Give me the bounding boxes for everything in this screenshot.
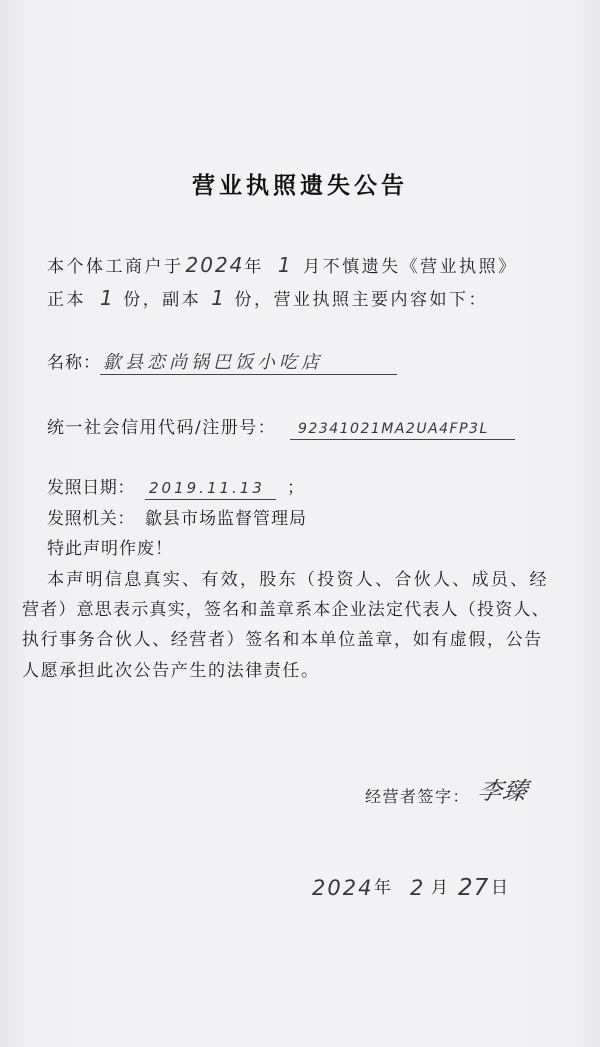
issue-date-handwritten: 2019.11.13 [149, 479, 265, 497]
notice-date-row [0, 876, 600, 900]
declaration-line: 执行事务合伙人、经营者）签名和本单位盖章，如有虚假，公告 [22, 630, 543, 650]
void-statement-row [0, 537, 600, 561]
copies-line [47, 286, 488, 312]
issue-date-end: ； [287, 478, 304, 498]
notice-year-unit: 年 [374, 878, 391, 898]
business-name-label: 名称： [47, 353, 101, 373]
loss-date-line [47, 253, 518, 279]
credit-code-row [0, 416, 600, 440]
loss-year-handwritten: 2024 [185, 253, 245, 277]
notice-month-unit: 月 [431, 878, 448, 898]
issuing-authority-value: 歙县市场监督管理局 [145, 509, 307, 529]
operator-signature: 李臻 [475, 777, 531, 805]
credit-code-label: 统一社会信用代码/注册号： [47, 418, 277, 438]
credit-code-handwritten: 92341021MA2UA4FP3L [298, 421, 489, 437]
notice-title: 营业执照遗失公告 [192, 172, 408, 199]
void-statement: 特此声明作废！ [47, 539, 173, 559]
signature-row [0, 777, 600, 809]
notice-day-handwritten: 27 [458, 875, 490, 901]
business-name-handwritten: 歙县恋尚锅巴饭小吃店 [103, 352, 323, 373]
declaration-line: 本声明信息真实、有效，股东（投资人、合伙人、成员、经 [47, 570, 549, 590]
original-count-handwritten: 1 [100, 286, 116, 310]
loss-year-unit: 年 [244, 257, 264, 277]
issuing-authority-row [0, 507, 600, 531]
declaration-line: 营者）意思表示真实，签名和盖章系本企业法定代表人（投资人、 [22, 600, 550, 620]
business-name-row [0, 351, 600, 375]
issue-date-label: 发照日期： [47, 478, 135, 498]
credit-code-field [290, 416, 515, 440]
issue-date-field [145, 476, 276, 500]
copies-line-suffix: 份，营业执照主要内容如下： [234, 290, 488, 310]
loss-line-prefix: 本个体工商户于 [47, 257, 184, 277]
notice-year-handwritten: 2024 [312, 876, 374, 900]
signature-label: 经营者签字： [365, 787, 471, 806]
issue-date-row [0, 476, 600, 500]
declaration-line: 人愿承担此次公告产生的法律责任。 [22, 661, 320, 681]
notice-day-unit: 日 [491, 878, 508, 898]
loss-month-handwritten: 1 [277, 253, 294, 277]
notice-month-handwritten: 2 [410, 876, 424, 900]
business-name-field [100, 351, 397, 375]
copy-label: 份，副本 [123, 290, 202, 310]
original-label: 正本 [47, 290, 86, 310]
issuing-authority-label: 发照机关： [47, 509, 135, 529]
loss-line-suffix: 月不慎遗失《营业执照》 [303, 257, 518, 277]
copy-count-handwritten: 1 [211, 286, 227, 310]
